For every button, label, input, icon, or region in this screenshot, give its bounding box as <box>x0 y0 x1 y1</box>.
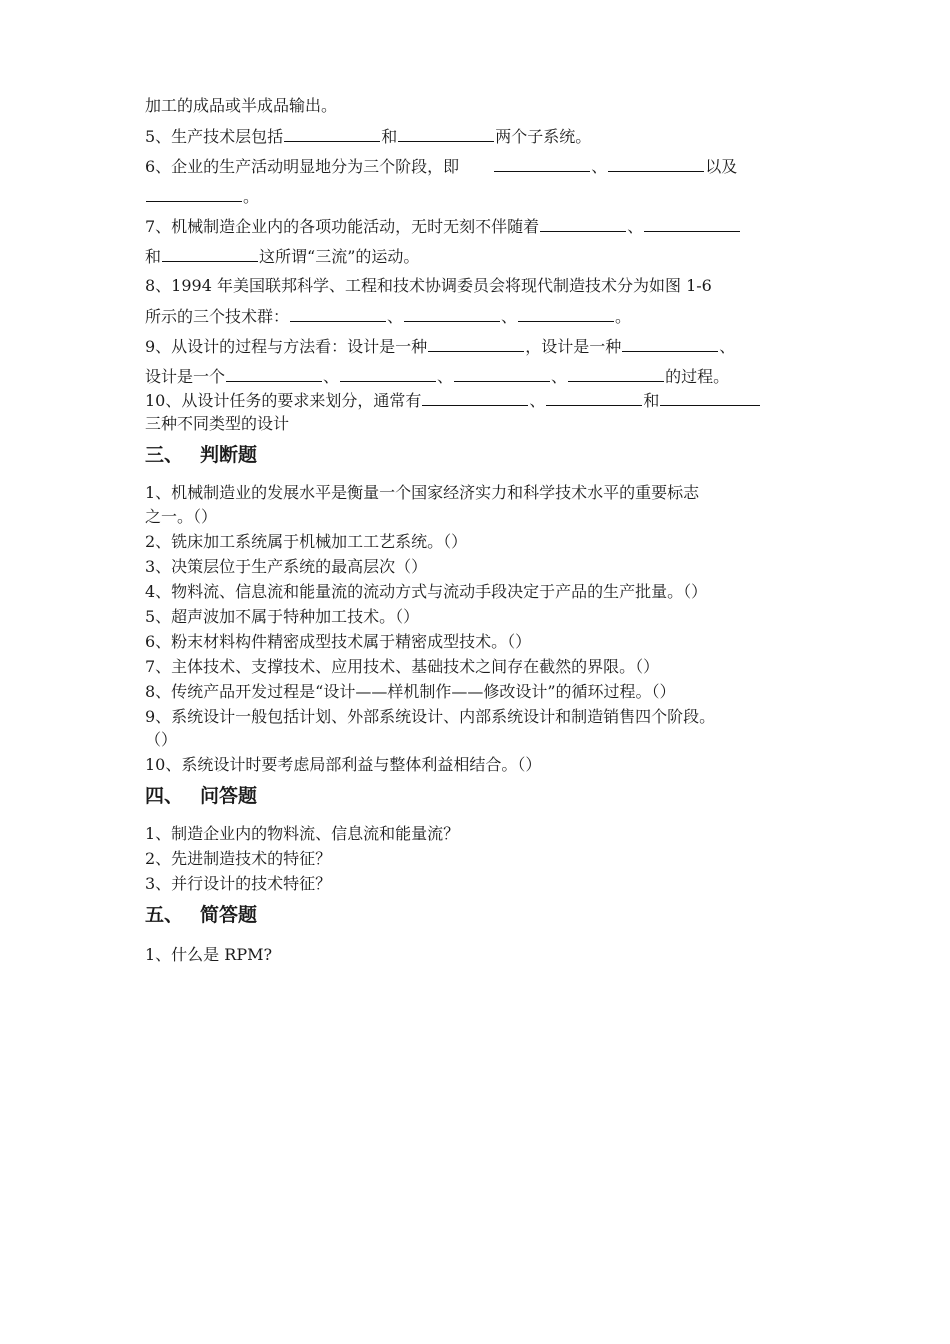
short-answer-question-1: 1、什么是 RPM? <box>145 945 273 964</box>
answer-blank[interactable] <box>428 336 524 352</box>
fill-question-9-line1: 9、从设计的过程与方法看：设计是一种 ，设计是一种 、 <box>145 337 736 356</box>
answer-blank[interactable] <box>226 366 322 382</box>
fill-question-6-line2: 。 <box>145 186 825 206</box>
answer-blank[interactable] <box>284 126 380 142</box>
judgment-question-8: 8、传统产品开发过程是“设计——样机制作——修改设计”的循环过程。（） <box>145 682 676 701</box>
answer-blank[interactable] <box>644 216 740 232</box>
fill-question-8-line1: 8、1994 年美国联邦科学、工程和技术协调委员会将现代制造技术分为如图 1-6 <box>145 276 712 295</box>
judgment-question-2: 2、铣床加工系统属于机械加工工艺系统。（） <box>145 532 468 551</box>
continued-line: 加工的成品或半成品输出。 <box>145 96 338 115</box>
answer-blank[interactable] <box>146 186 242 202</box>
judgment-question-1-line2: 之一。（） <box>145 507 218 526</box>
fill-question-10-line1: 10、从设计任务的要求来划分，通常有 、 和 <box>145 390 825 410</box>
judgment-question-9-line2: （） <box>145 730 178 749</box>
judgment-question-5: 5、超声波加不属于特种加工技术。（） <box>145 607 420 626</box>
answer-blank[interactable] <box>422 390 528 406</box>
fill-question-9-line2: 设计是一个 、 、 、 的过程。 <box>145 367 730 386</box>
fill-question-7-line2: 和 这所谓“三流”的运动。 <box>145 247 420 266</box>
answer-blank[interactable] <box>518 306 614 322</box>
document-content <box>145 96 825 965</box>
judgment-question-10: 10、系统设计时要考虑局部利益与整体利益相结合。（） <box>145 755 542 774</box>
qa-question-1: 1、制造企业内的物料流、信息流和能量流？ <box>145 824 460 843</box>
fill-question-6-line1: 6、企业的生产活动明显地分为三个阶段，即 、 以及 <box>145 157 738 176</box>
answer-blank[interactable] <box>162 246 258 262</box>
fill-question-7-line1: 7、机械制造企业内的各项功能活动，无时无刻不伴随着 、 <box>145 216 825 236</box>
answer-blank[interactable] <box>454 366 550 382</box>
judgment-question-3: 3、决策层位于生产系统的最高层次（） <box>145 557 428 576</box>
answer-blank[interactable] <box>608 156 704 172</box>
section-heading-short-answer: 五、 简答题 <box>145 904 258 926</box>
judgment-question-9-line1: 9、系统设计一般包括计划、外部系统设计、内部系统设计和制造销售四个阶段。 <box>145 707 716 726</box>
answer-blank[interactable] <box>546 390 642 406</box>
qa-question-3: 3、并行设计的技术特征？ <box>145 874 332 893</box>
answer-blank[interactable] <box>568 366 664 382</box>
section-heading-judgment: 三、 判断题 <box>145 444 258 466</box>
fill-question-10-line2: 三种不同类型的设计 <box>145 414 290 433</box>
judgment-question-1-line1: 1、机械制造业的发展水平是衡量一个国家经济实力和科学技术水平的重要标志 <box>145 483 700 502</box>
answer-blank[interactable] <box>340 366 436 382</box>
qa-question-2: 2、先进制造技术的特征？ <box>145 849 332 868</box>
section-heading-qa: 四、 问答题 <box>145 785 258 807</box>
judgment-question-4: 4、物料流、信息流和能量流的流动方式与流动手段决定于产品的生产批量。（） <box>145 582 708 601</box>
answer-blank[interactable] <box>290 306 386 322</box>
fill-question-5: 5、生产技术层包括 和 两个子系统。 <box>145 127 592 146</box>
judgment-question-6: 6、粉末材料构件精密成型技术属于精密成型技术。（） <box>145 632 532 651</box>
answer-blank[interactable] <box>660 390 760 406</box>
answer-blank[interactable] <box>540 216 626 232</box>
answer-blank[interactable] <box>622 336 718 352</box>
answer-blank[interactable] <box>404 306 500 322</box>
fill-question-8-line2: 所示的三个技术群： 、 、 。 <box>145 307 632 326</box>
answer-blank[interactable] <box>398 126 494 142</box>
judgment-question-7: 7、主体技术、支撑技术、应用技术、基础技术之间存在截然的界限。（） <box>145 657 660 676</box>
answer-blank[interactable] <box>494 156 590 172</box>
